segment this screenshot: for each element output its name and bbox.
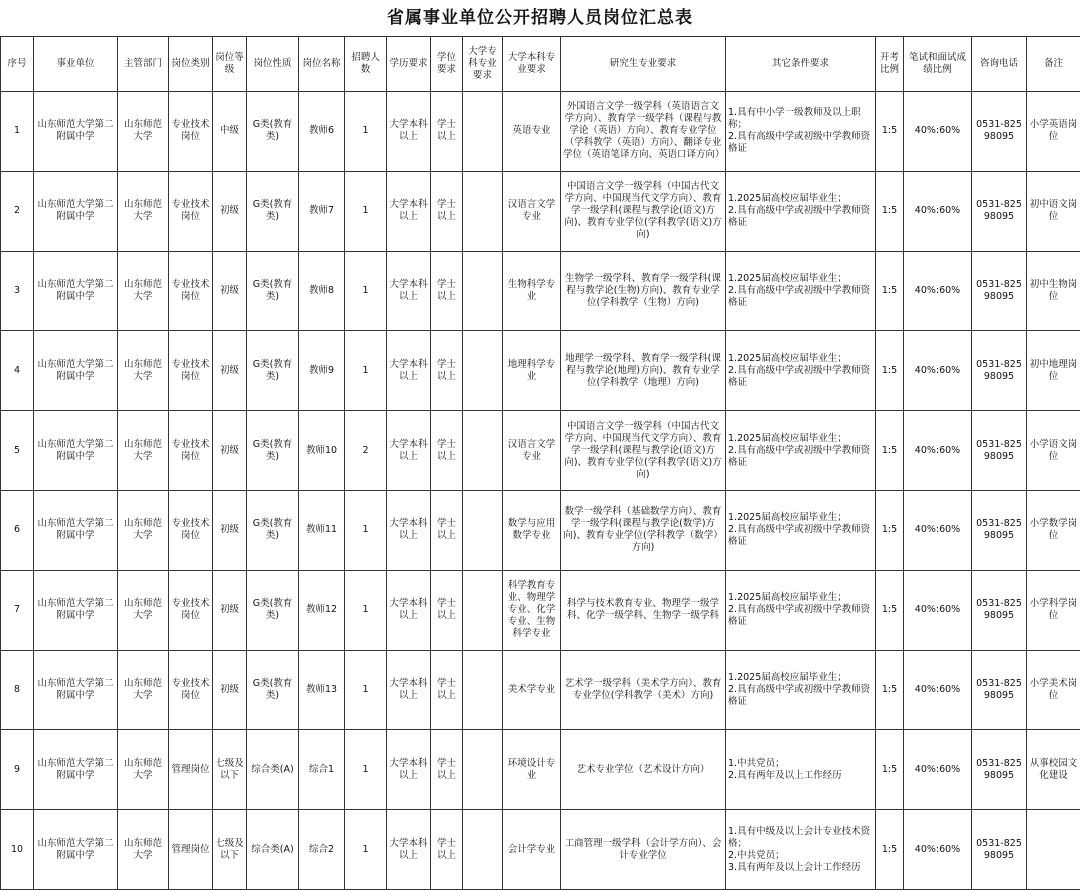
position-nature-cell: G类(教育类) (247, 650, 299, 730)
hire-count-cell: 1 (345, 171, 387, 251)
column-header: 岗位名称 (299, 37, 345, 92)
score-ratio-cell: 40%:60% (904, 810, 972, 890)
degree-cell: 学士以上 (431, 650, 463, 730)
position-level-cell: 初级 (213, 490, 247, 570)
education-cell: 大学本科以上 (387, 171, 431, 251)
table-row (1, 411, 1080, 491)
other-requirements-cell: 1.2025届高校应届毕业生； 2.具有高级中学或初级中学教师资格证 (726, 650, 876, 730)
row-number: 7 (1, 570, 34, 650)
junior-college-major-cell (463, 171, 503, 251)
column-header: 开考比例 (876, 37, 904, 92)
junior-college-major-cell (463, 331, 503, 411)
department-cell: 山东师范大学 (118, 251, 169, 331)
degree-cell: 学士以上 (431, 490, 463, 570)
note-cell: 初中语文岗位 (1027, 171, 1080, 251)
column-header: 事业单位 (34, 37, 118, 92)
department-cell: 山东师范大学 (118, 331, 169, 411)
degree-cell: 学士以上 (431, 810, 463, 890)
table-row (1, 730, 1080, 810)
hire-count-cell: 1 (345, 331, 387, 411)
graduate-major-cell: 工商管理一级学科（会计学方向）、会计专业学位 (561, 810, 726, 890)
column-header: 大学专科专业要求 (463, 37, 503, 92)
note-cell: 初中生物岗位 (1027, 251, 1080, 331)
position-category-cell: 专业技术岗位 (169, 570, 213, 650)
column-header: 大学本科专业要求 (503, 37, 561, 92)
education-cell: 大学本科以上 (387, 411, 431, 491)
score-ratio-cell: 40%:60% (904, 490, 972, 570)
phone-cell: 0531-82598095 (972, 650, 1027, 730)
phone-cell: 0531-82598095 (972, 92, 1027, 172)
institution-cell: 山东师范大学第二附属中学 (34, 490, 118, 570)
note-cell: 小学美术岗位 (1027, 650, 1080, 730)
table-row (1, 490, 1080, 570)
position-name-cell: 教师11 (299, 490, 345, 570)
institution-cell: 山东师范大学第二附属中学 (34, 171, 118, 251)
hire-count-cell: 1 (345, 92, 387, 172)
undergrad-major-cell: 英语专业 (503, 92, 561, 172)
other-requirements-cell: 1.中共党员； 2.具有两年及以上工作经历 (726, 730, 876, 810)
degree-cell: 学士以上 (431, 251, 463, 331)
junior-college-major-cell (463, 650, 503, 730)
position-level-cell: 初级 (213, 650, 247, 730)
junior-college-major-cell (463, 251, 503, 331)
undergrad-major-cell: 数学与应用数学专业 (503, 490, 561, 570)
junior-college-major-cell (463, 411, 503, 491)
junior-college-major-cell (463, 570, 503, 650)
position-category-cell: 管理岗位 (169, 810, 213, 890)
position-category-cell: 专业技术岗位 (169, 251, 213, 331)
table-row (1, 251, 1080, 331)
table-row (1, 650, 1080, 730)
degree-cell: 学士以上 (431, 92, 463, 172)
education-cell: 大学本科以上 (387, 650, 431, 730)
position-level-cell: 七级及以下 (213, 810, 247, 890)
positions-table (0, 36, 1080, 890)
position-category-cell: 专业技术岗位 (169, 490, 213, 570)
row-number: 6 (1, 490, 34, 570)
note-cell: 小学语文岗位 (1027, 411, 1080, 491)
junior-college-major-cell (463, 730, 503, 810)
degree-cell: 学士以上 (431, 730, 463, 810)
education-cell: 大学本科以上 (387, 730, 431, 810)
position-name-cell: 教师7 (299, 171, 345, 251)
note-cell: 初中地理岗位 (1027, 331, 1080, 411)
junior-college-major-cell (463, 810, 503, 890)
note-cell: 小学数学岗位 (1027, 490, 1080, 570)
institution-cell: 山东师范大学第二附属中学 (34, 730, 118, 810)
position-level-cell: 中级 (213, 92, 247, 172)
department-cell: 山东师范大学 (118, 810, 169, 890)
phone-cell: 0531-82598095 (972, 490, 1027, 570)
position-name-cell: 教师9 (299, 331, 345, 411)
position-category-cell: 专业技术岗位 (169, 411, 213, 491)
row-number: 8 (1, 650, 34, 730)
score-ratio-cell: 40%:60% (904, 650, 972, 730)
row-number: 4 (1, 331, 34, 411)
column-header: 主管部门 (118, 37, 169, 92)
graduate-major-cell: 生物学一级学科、教育学一级学科(课程与教学论(生物)方向)、教育专业学位(学科教学（生物）方向) (561, 251, 726, 331)
position-category-cell: 管理岗位 (169, 730, 213, 810)
graduate-major-cell: 地理学一级学科、教育学一级学科(课程与教学论(地理)方向)、教育专业学位(学科教学（地理）方向) (561, 331, 726, 411)
score-ratio-cell: 40%:60% (904, 730, 972, 810)
row-number: 2 (1, 171, 34, 251)
department-cell: 山东师范大学 (118, 730, 169, 810)
hire-count-cell: 1 (345, 650, 387, 730)
column-header: 学位要求 (431, 37, 463, 92)
row-number: 9 (1, 730, 34, 810)
position-category-cell: 专业技术岗位 (169, 331, 213, 411)
undergrad-major-cell: 汉语言文学专业 (503, 411, 561, 491)
position-name-cell: 综合1 (299, 730, 345, 810)
hire-count-cell: 2 (345, 411, 387, 491)
position-nature-cell: 综合类(A) (247, 810, 299, 890)
row-number: 1 (1, 92, 34, 172)
education-cell: 大学本科以上 (387, 810, 431, 890)
note-cell (1027, 810, 1080, 890)
table-row (1, 810, 1080, 890)
junior-college-major-cell (463, 490, 503, 570)
note-cell: 小学英语岗位 (1027, 92, 1080, 172)
score-ratio-cell: 40%:60% (904, 251, 972, 331)
position-name-cell: 教师13 (299, 650, 345, 730)
position-nature-cell: G类(教育类) (247, 570, 299, 650)
graduate-major-cell: 数学一级学科（基础数学方向）、教育学一级学科(课程与教学论(数学)方向)、教育专业学位(学科教学（数学）方向) (561, 490, 726, 570)
graduate-major-cell: 外国语言文学一级学科（英语语言文学方向）、教育学一级学科（课程与教学论（英语）方向）、教育专业学位（学科教学（英语）方向）、翻译专业学位（英语笔译方向、英语口译方向） (561, 92, 726, 172)
exam-ratio-cell: 1:5 (876, 650, 904, 730)
position-nature-cell: G类(教育类) (247, 92, 299, 172)
graduate-major-cell: 科学与技术教育专业、物理学一级学科、化学一级学科、生物学一级学科 (561, 570, 726, 650)
undergrad-major-cell: 科学教育专业、物理学专业、化学专业、生物科学专业 (503, 570, 561, 650)
position-name-cell: 教师12 (299, 570, 345, 650)
phone-cell: 0531-82598095 (972, 570, 1027, 650)
undergrad-major-cell: 生物科学专业 (503, 251, 561, 331)
exam-ratio-cell: 1:5 (876, 570, 904, 650)
other-requirements-cell: 1.具有中级及以上会计专业技术资格； 2.中共党员； 3.具有两年及以上会计工作经历 (726, 810, 876, 890)
table-row (1, 570, 1080, 650)
institution-cell: 山东师范大学第二附属中学 (34, 650, 118, 730)
phone-cell: 0531-82598095 (972, 730, 1027, 810)
institution-cell: 山东师范大学第二附属中学 (34, 570, 118, 650)
score-ratio-cell: 40%:60% (904, 570, 972, 650)
exam-ratio-cell: 1:5 (876, 171, 904, 251)
position-name-cell: 教师10 (299, 411, 345, 491)
degree-cell: 学士以上 (431, 411, 463, 491)
position-name-cell: 教师8 (299, 251, 345, 331)
table-row (1, 331, 1080, 411)
department-cell: 山东师范大学 (118, 92, 169, 172)
position-category-cell: 专业技术岗位 (169, 650, 213, 730)
hire-count-cell: 1 (345, 251, 387, 331)
education-cell: 大学本科以上 (387, 251, 431, 331)
position-level-cell: 初级 (213, 171, 247, 251)
column-header: 岗位等级 (213, 37, 247, 92)
position-level-cell: 七级及以下 (213, 730, 247, 810)
position-nature-cell: G类(教育类) (247, 251, 299, 331)
department-cell: 山东师范大学 (118, 411, 169, 491)
other-requirements-cell: 1.2025届高校应届毕业生； 2.具有高级中学或初级中学教师资格证 (726, 570, 876, 650)
column-header: 研究生专业要求 (561, 37, 726, 92)
position-name-cell: 教师6 (299, 92, 345, 172)
other-requirements-cell: 1.2025届高校应届毕业生； 2.具有高级中学或初级中学教师资格证 (726, 251, 876, 331)
education-cell: 大学本科以上 (387, 490, 431, 570)
undergrad-major-cell: 环境设计专业 (503, 730, 561, 810)
row-number: 10 (1, 810, 34, 890)
row-number: 5 (1, 411, 34, 491)
table-row (1, 92, 1080, 172)
position-nature-cell: G类(教育类) (247, 171, 299, 251)
department-cell: 山东师范大学 (118, 171, 169, 251)
institution-cell: 山东师范大学第二附属中学 (34, 331, 118, 411)
other-requirements-cell: 1.具有中小学一级教师及以上职称； 2.具有高级中学或初级中学教师资格证 (726, 92, 876, 172)
score-ratio-cell: 40%:60% (904, 92, 972, 172)
exam-ratio-cell: 1:5 (876, 810, 904, 890)
note-cell: 小学科学岗位 (1027, 570, 1080, 650)
institution-cell: 山东师范大学第二附属中学 (34, 411, 118, 491)
hire-count-cell: 1 (345, 730, 387, 810)
undergrad-major-cell: 汉语言文学专业 (503, 171, 561, 251)
undergrad-major-cell: 美术学专业 (503, 650, 561, 730)
header-row (1, 37, 1080, 92)
institution-cell: 山东师范大学第二附属中学 (34, 251, 118, 331)
position-category-cell: 专业技术岗位 (169, 92, 213, 172)
exam-ratio-cell: 1:5 (876, 730, 904, 810)
undergrad-major-cell: 地理科学专业 (503, 331, 561, 411)
phone-cell: 0531-82598095 (972, 331, 1027, 411)
department-cell: 山东师范大学 (118, 650, 169, 730)
department-cell: 山东师范大学 (118, 570, 169, 650)
undergrad-major-cell: 会计学专业 (503, 810, 561, 890)
score-ratio-cell: 40%:60% (904, 171, 972, 251)
position-level-cell: 初级 (213, 570, 247, 650)
other-requirements-cell: 1.2025届高校应届毕业生； 2.具有高级中学或初级中学教师资格证 (726, 331, 876, 411)
exam-ratio-cell: 1:5 (876, 92, 904, 172)
position-level-cell: 初级 (213, 251, 247, 331)
hire-count-cell: 1 (345, 570, 387, 650)
other-requirements-cell: 1.2025届高校应届毕业生； 2.具有高级中学或初级中学教师资格证 (726, 171, 876, 251)
position-category-cell: 专业技术岗位 (169, 171, 213, 251)
graduate-major-cell: 中国语言文学一级学科（中国古代文学方向、中国现当代文学方向）、教育学一级学科(课程与教学论(语文)方向)、教育专业学位(学科教学(语文)方向) (561, 411, 726, 491)
position-level-cell: 初级 (213, 331, 247, 411)
column-header: 笔试和面试成绩比例 (904, 37, 972, 92)
institution-cell: 山东师范大学第二附属中学 (34, 810, 118, 890)
degree-cell: 学士以上 (431, 570, 463, 650)
page-title: 省属事业单位公开招聘人员岗位汇总表 (387, 8, 693, 28)
exam-ratio-cell: 1:5 (876, 331, 904, 411)
position-nature-cell: G类(教育类) (247, 490, 299, 570)
position-level-cell: 初级 (213, 411, 247, 491)
other-requirements-cell: 1.2025届高校应届毕业生； 2.具有高级中学或初级中学教师资格证 (726, 490, 876, 570)
position-nature-cell: G类(教育类) (247, 411, 299, 491)
graduate-major-cell: 艺术专业学位（艺术设计方向） (561, 730, 726, 810)
position-nature-cell: G类(教育类) (247, 331, 299, 411)
other-requirements-cell: 1.2025届高校应届毕业生； 2.具有高级中学或初级中学教师资格证 (726, 411, 876, 491)
column-header: 招聘人数 (345, 37, 387, 92)
phone-cell: 0531-82598095 (972, 171, 1027, 251)
table-row (1, 171, 1080, 251)
exam-ratio-cell: 1:5 (876, 251, 904, 331)
column-header: 其它条件要求 (726, 37, 876, 92)
position-nature-cell: 综合类(A) (247, 730, 299, 810)
row-number: 3 (1, 251, 34, 331)
phone-cell: 0531-82598095 (972, 810, 1027, 890)
column-header: 学历要求 (387, 37, 431, 92)
column-header: 咨询电话 (972, 37, 1027, 92)
department-cell: 山东师范大学 (118, 490, 169, 570)
column-header: 备注 (1027, 37, 1080, 92)
column-header: 岗位类别 (169, 37, 213, 92)
graduate-major-cell: 中国语言文学一级学科（中国古代文学方向、中国现当代文学方向）、教育学一级学科(课程与教学论(语文)方向)、教育专业学位(学科教学(语文)方向) (561, 171, 726, 251)
column-header: 岗位性质 (247, 37, 299, 92)
education-cell: 大学本科以上 (387, 570, 431, 650)
junior-college-major-cell (463, 92, 503, 172)
position-name-cell: 综合2 (299, 810, 345, 890)
degree-cell: 学士以上 (431, 171, 463, 251)
column-header: 序号 (1, 37, 34, 92)
note-cell: 从事校园文化建设 (1027, 730, 1080, 810)
degree-cell: 学士以上 (431, 331, 463, 411)
education-cell: 大学本科以上 (387, 92, 431, 172)
institution-cell: 山东师范大学第二附属中学 (34, 92, 118, 172)
exam-ratio-cell: 1:5 (876, 490, 904, 570)
graduate-major-cell: 艺术学一级学科（美术学方向）、教育专业学位(学科教学（美术）方向) (561, 650, 726, 730)
phone-cell: 0531-82598095 (972, 251, 1027, 331)
exam-ratio-cell: 1:5 (876, 411, 904, 491)
score-ratio-cell: 40%:60% (904, 331, 972, 411)
hire-count-cell: 1 (345, 490, 387, 570)
hire-count-cell: 1 (345, 810, 387, 890)
score-ratio-cell: 40%:60% (904, 411, 972, 491)
education-cell: 大学本科以上 (387, 331, 431, 411)
phone-cell: 0531-82598095 (972, 411, 1027, 491)
